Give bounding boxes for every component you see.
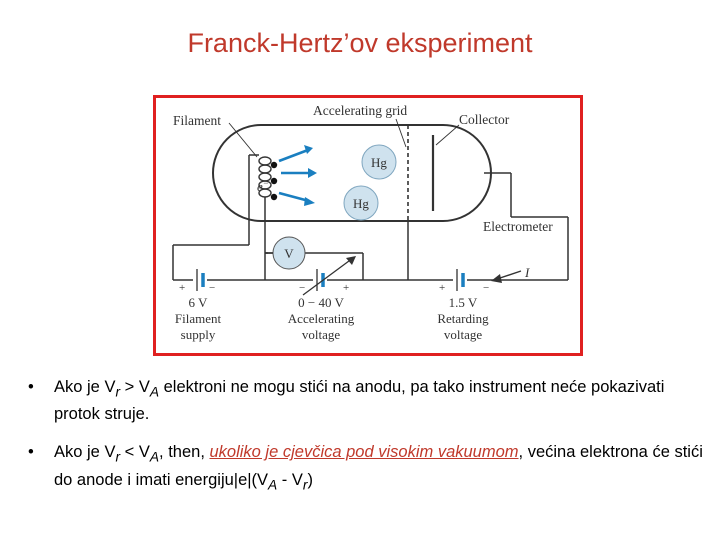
bullet-marker: • (28, 378, 34, 396)
svg-text:+: + (179, 282, 186, 294)
accel-voltage-value: 0 − 40 V (298, 295, 344, 310)
accelerating-grid-label: Accelerating grid (313, 103, 408, 118)
franck-hertz-diagram (153, 95, 583, 356)
filament-label: Filament (173, 113, 221, 128)
svg-text:supply: supply (180, 327, 216, 342)
retard-voltage-label: Retarding (437, 311, 489, 326)
electrometer-label: Electrometer (483, 219, 553, 234)
svg-text:voltage: voltage (301, 327, 341, 342)
bullet-list (28, 376, 708, 512)
accel-voltage-label: Accelerating (287, 311, 355, 326)
filament-supply-value: 6 V (188, 295, 208, 310)
svg-text:+: + (439, 282, 446, 294)
highlighted-phrase: ukoliko je cjevčica pod visokim vakuumom (209, 443, 519, 462)
bullet-item: • Ako je $V_r < V_A$, then, ukoliko je cjevčica pod visokim vakuumom, većina elektrona će stići do anode i imati $energiju|e|(V_A - V_r)$ (28, 443, 703, 492)
bullet-marker: • (28, 443, 34, 462)
retard-voltage-value: 1.5 V (448, 295, 478, 310)
svg-text:Hg: Hg (353, 196, 369, 211)
current-label: I (525, 265, 530, 280)
slide-title: Franck-Hertz’ov eksperiment (187, 28, 533, 58)
svg-text:+: + (343, 282, 350, 294)
electron-label: e− (257, 178, 269, 194)
svg-text:−: − (209, 282, 216, 294)
svg-text:voltage: voltage (443, 327, 483, 342)
svg-text:Hg: Hg (371, 155, 387, 170)
collector-label: Collector (459, 112, 510, 127)
filament-supply-label: Filament (174, 311, 222, 326)
bullet-item: • Ako je $V_r > V_A$ elektroni ne mogu stići na anodu, pa tako instrument neće pokazivati protok struje. (28, 378, 665, 424)
svg-text:−: − (299, 282, 306, 294)
svg-text:V: V (284, 246, 294, 261)
svg-text:−: − (483, 282, 490, 294)
